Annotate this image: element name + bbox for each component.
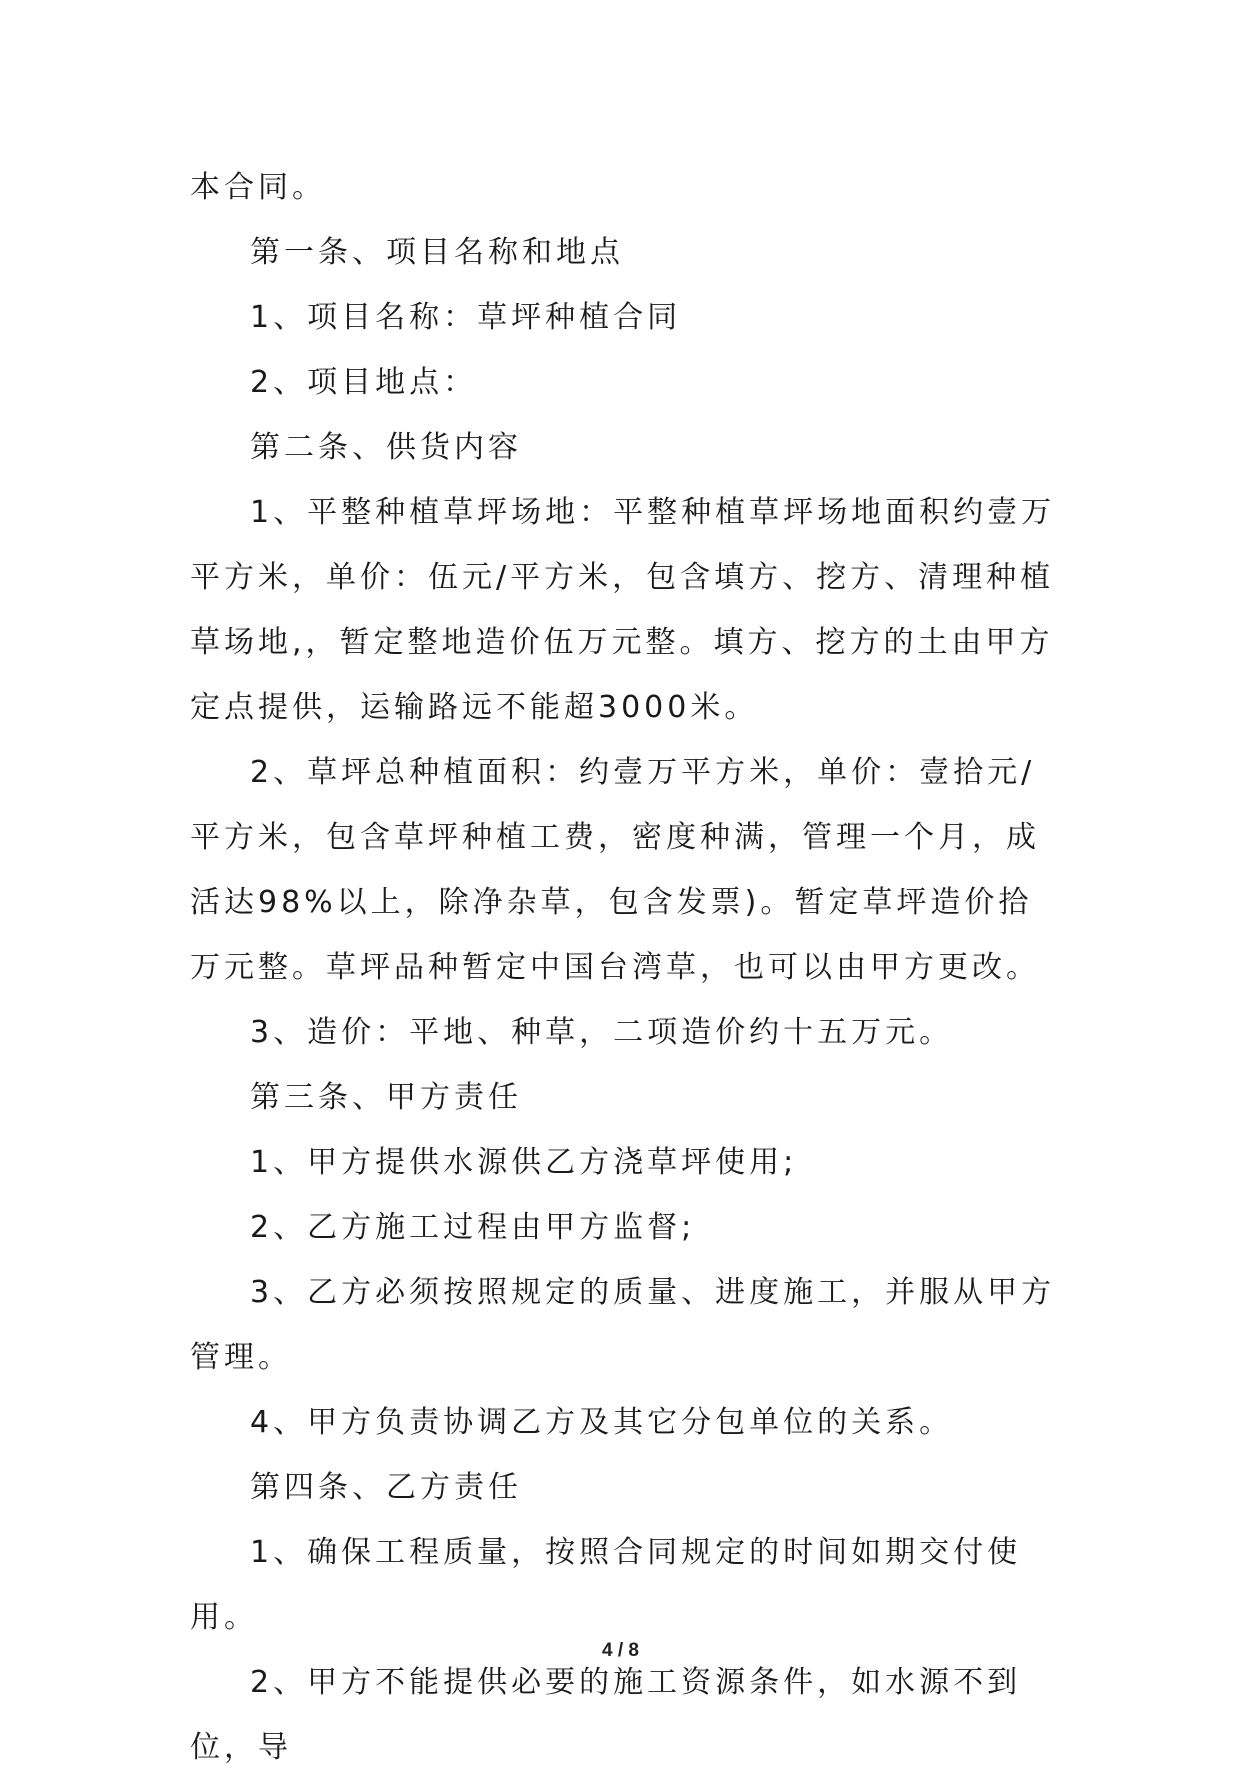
paragraph: 3、乙方必须按照规定的质量、进度施工，并服从甲方管理。: [190, 1275, 1056, 1375]
paragraph: 2、乙方施工过程由甲方监督;: [250, 1210, 696, 1245]
paragraph: 第二条、供货内容: [250, 430, 522, 465]
paragraph: 2、草坪总种植面积：约壹万平方米，单价：壹拾元/平方米，包含草坪种植工费，密度种满，管理一个月，成活达98%以上，除净杂草，包含发票)。暂定草坪造价拾万元整。草坪品种暂定中国台湾草，也可以由甲方更改。: [190, 755, 1040, 985]
paragraph: 本合同。: [190, 170, 326, 205]
paragraph: 1、项目名称：草坪种植合同: [250, 300, 682, 335]
paragraph: 1、甲方提供水源供乙方浇草坪使用;: [250, 1145, 798, 1180]
document-body: [190, 155, 1060, 1780]
paragraph: 2、项目地点：: [250, 365, 478, 400]
paragraph: 4、甲方负责协调乙方及其它分包单位的关系。: [250, 1405, 954, 1440]
paragraph: 第四条、乙方责任: [250, 1470, 522, 1505]
page-number: 4 / 8: [602, 1640, 639, 1661]
paragraph: 2、甲方不能提供必要的施工资源条件，如水源不到位，导: [190, 1665, 1022, 1765]
paragraph: 1、确保工程质量，按照合同规定的时间如期交付使用。: [190, 1535, 1022, 1635]
paragraph: 第一条、项目名称和地点: [250, 235, 624, 270]
paragraph: 第三条、甲方责任: [250, 1080, 522, 1115]
paragraph: 3、造价：平地、种草，二项造价约十五万元。: [250, 1015, 954, 1050]
paragraph: 1、平整种植草坪场地：平整种植草坪场地面积约壹万平方米，单价：伍元/平方米，包含填方、挖方、清理种植草场地,，暂定整地造价伍万元整。填方、挖方的土由甲方定点提供，运输路远不能超3000米。: [190, 495, 1056, 725]
